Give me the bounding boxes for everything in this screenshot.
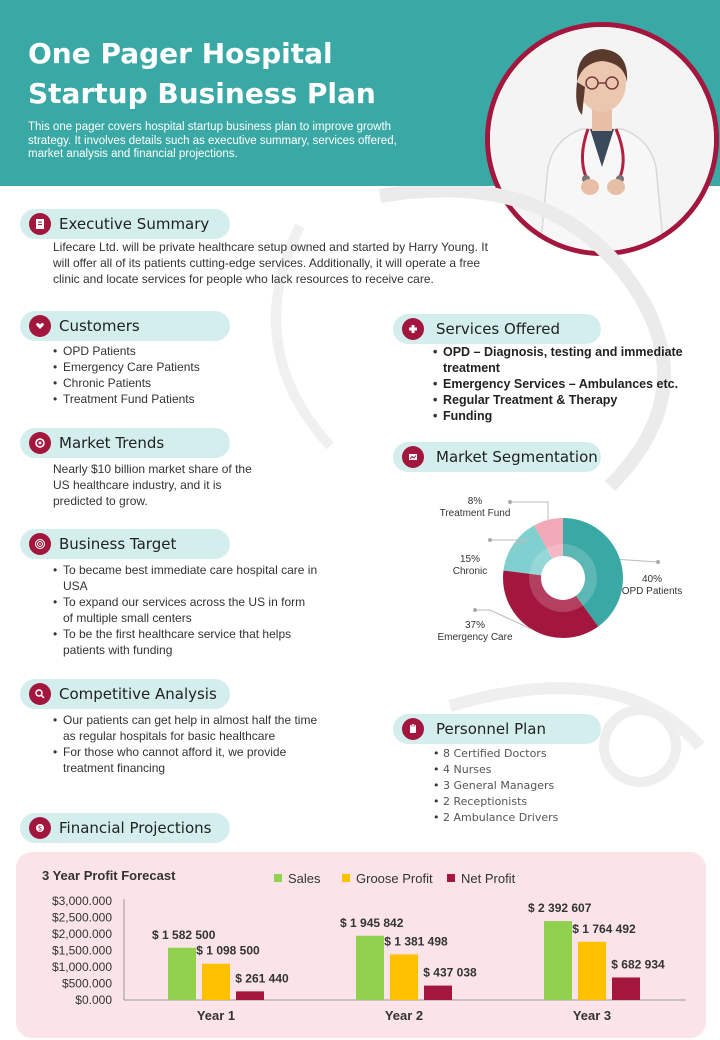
list-item: • Emergency Care Patients <box>53 359 313 375</box>
pie-category-label: OPD Patients <box>621 586 683 597</box>
legend-label: Sales <box>288 871 321 886</box>
list-item: • 3 General Managers <box>433 778 653 794</box>
business-target-header <box>20 529 230 559</box>
pie-value-label: 40% <box>641 574 663 585</box>
legend-swatch <box>342 874 350 882</box>
list-item: • For those who cannot afford it, we provide treatment financing <box>53 744 318 776</box>
services-offered-header <box>393 314 601 344</box>
y-tick-label: $1,500.000 <box>51 943 112 958</box>
bar-data-label: $ 261 440 <box>235 971 289 986</box>
competitive-analysis-list <box>53 712 318 776</box>
segment-icon <box>402 446 424 468</box>
bar-sales-year-1 <box>168 948 196 1000</box>
competitive-analysis-title: Competitive Analysis <box>59 685 217 703</box>
pie-leader-dot <box>488 538 492 542</box>
pie-leader-dot <box>656 560 660 564</box>
pie-inner-ring <box>529 544 597 612</box>
business-target-list <box>53 562 318 658</box>
list-item: • Emergency Services – Ambulances etc. <box>433 376 708 392</box>
chart-title: 3 Year Profit Forecast <box>42 868 176 883</box>
services-offered-title: Services Offered <box>436 320 560 338</box>
legend-swatch <box>274 874 282 882</box>
y-tick-label: $0.000 <box>75 993 112 1007</box>
pie-value-label: 8% <box>467 496 483 507</box>
bar-data-label: $ 1 582 500 <box>152 927 216 942</box>
bar-data-label: $ 1 098 500 <box>196 943 260 958</box>
page-subtitle: This one pager covers hospital startup business plan to improve growth strategy. It involves details such as executive summary, services offered, market analysis and financial projections. <box>28 121 397 160</box>
profit-forecast-card <box>16 852 706 1038</box>
y-tick-label: $2,000.000 <box>51 927 112 941</box>
financial-projections-header <box>20 813 230 843</box>
bar-groose-profit-year-1 <box>202 964 230 1000</box>
personnel-plan-header <box>393 714 601 744</box>
list-item: • Treatment Fund Patients <box>53 391 313 407</box>
list-item: • Chronic Patients <box>53 375 313 391</box>
pie-category-label: Chronic <box>452 566 488 577</box>
list-item: • 8 Certified Doctors <box>433 746 653 762</box>
executive-summary-text: Lifecare Ltd. will be private healthcare setup owned and started by Harry Young. It will offer all of its patients cutting-edge services. Additionally, it will operate a free clinic and locate services for people who lack resources to receive care. <box>53 240 488 286</box>
legend-label: Groose Profit <box>356 871 433 886</box>
legend-label: Net Profit <box>461 871 516 886</box>
profit-forecast-bar-chart <box>16 852 706 1038</box>
medical-icon <box>402 318 424 340</box>
clipboard-icon <box>402 718 424 740</box>
personnel-list <box>433 746 653 826</box>
pie-leader-dot <box>473 608 477 612</box>
y-tick-label: $1,000.000 <box>51 960 112 974</box>
pie-leader-line <box>620 559 658 562</box>
bar-data-label: $ 1 381 498 <box>384 934 448 949</box>
bar-sales-year-3 <box>544 921 572 1000</box>
target-icon <box>29 533 51 555</box>
y-tick-label: $500.000 <box>61 976 112 991</box>
list-item: • Funding <box>433 408 708 424</box>
pie-value-label: 15% <box>459 554 481 565</box>
page-title: One Pager Hospital Startup Business Plan <box>28 37 376 110</box>
money-icon <box>29 817 51 839</box>
bar-data-label: $ 1 764 492 <box>572 921 636 936</box>
pie-category-label: Emergency Care <box>437 632 513 643</box>
list-item: • 2 Ambulance Drivers <box>433 810 653 826</box>
executive-summary-title: Executive Summary <box>59 215 210 233</box>
list-item: • To became best immediate care hospital care in USA <box>53 562 318 594</box>
x-tick-label: Year 3 <box>572 1008 612 1023</box>
svg-text:$: $ <box>37 824 43 833</box>
bar-net-profit-year-3 <box>612 977 640 1000</box>
list-item: • Regular Treatment & Therapy <box>433 392 708 408</box>
customers-header <box>20 311 230 341</box>
personnel-plan-title: Personnel Plan <box>436 720 546 738</box>
pie-category-label: Treatment Fund <box>439 508 511 519</box>
customers-list <box>53 343 313 407</box>
doctor-photo <box>490 27 714 251</box>
y-tick-label: $2,500.000 <box>51 910 112 925</box>
bar-data-label: $ 2 392 607 <box>528 901 592 916</box>
pie-leader-line <box>510 502 548 520</box>
market-segmentation-pie-chart <box>400 490 710 670</box>
services-list <box>433 344 708 424</box>
bar-net-profit-year-1 <box>236 991 264 1000</box>
list-item: • To expand our services across the US in form of multiple small centers <box>53 594 318 626</box>
bar-data-label: $ 437 038 <box>423 965 477 980</box>
trend-icon <box>29 432 51 454</box>
market-trends-text: Nearly $10 billion market share of the US healthcare industry, and it is predicted to grow. <box>53 462 252 508</box>
bar-sales-year-2 <box>356 936 384 1000</box>
bar-data-label: $ 1 945 842 <box>340 915 404 930</box>
bar-data-label: $ 682 934 <box>611 957 665 972</box>
pie-leader-dot <box>508 500 512 504</box>
list-item: • Our patients can get help in almost half the time as regular hospitals for basic healthcare <box>53 712 318 744</box>
market-segmentation-title: Market Segmentation <box>436 448 598 466</box>
executive-summary-header <box>20 209 230 239</box>
x-tick-label: Year 1 <box>196 1008 236 1023</box>
list-item: • 4 Nurses <box>433 762 653 778</box>
market-trends-title: Market Trends <box>59 434 165 452</box>
document-icon <box>29 213 51 235</box>
list-item: • OPD – Diagnosis, testing and immediate treatment <box>433 344 708 376</box>
legend-swatch <box>447 874 455 882</box>
analysis-icon <box>29 683 51 705</box>
customers-title: Customers <box>59 317 140 335</box>
hand-heart-icon <box>29 315 51 337</box>
list-item: • 2 Receptionists <box>433 794 653 810</box>
competitive-analysis-header <box>20 679 230 709</box>
market-trends-header <box>20 428 230 458</box>
list-item: • OPD Patients <box>53 343 313 359</box>
pie-value-label: 37% <box>464 620 486 631</box>
financial-projections-title: Financial Projections <box>59 819 212 837</box>
list-item: • To be the first healthcare service that helps patients with funding <box>53 626 318 658</box>
bar-groose-profit-year-2 <box>390 954 418 1000</box>
business-target-title: Business Target <box>59 535 177 553</box>
x-tick-label: Year 2 <box>384 1008 424 1023</box>
bar-groose-profit-year-3 <box>578 942 606 1000</box>
bar-net-profit-year-2 <box>424 986 452 1000</box>
y-tick-label: $3,000.000 <box>51 894 112 908</box>
market-segmentation-header <box>393 442 601 472</box>
